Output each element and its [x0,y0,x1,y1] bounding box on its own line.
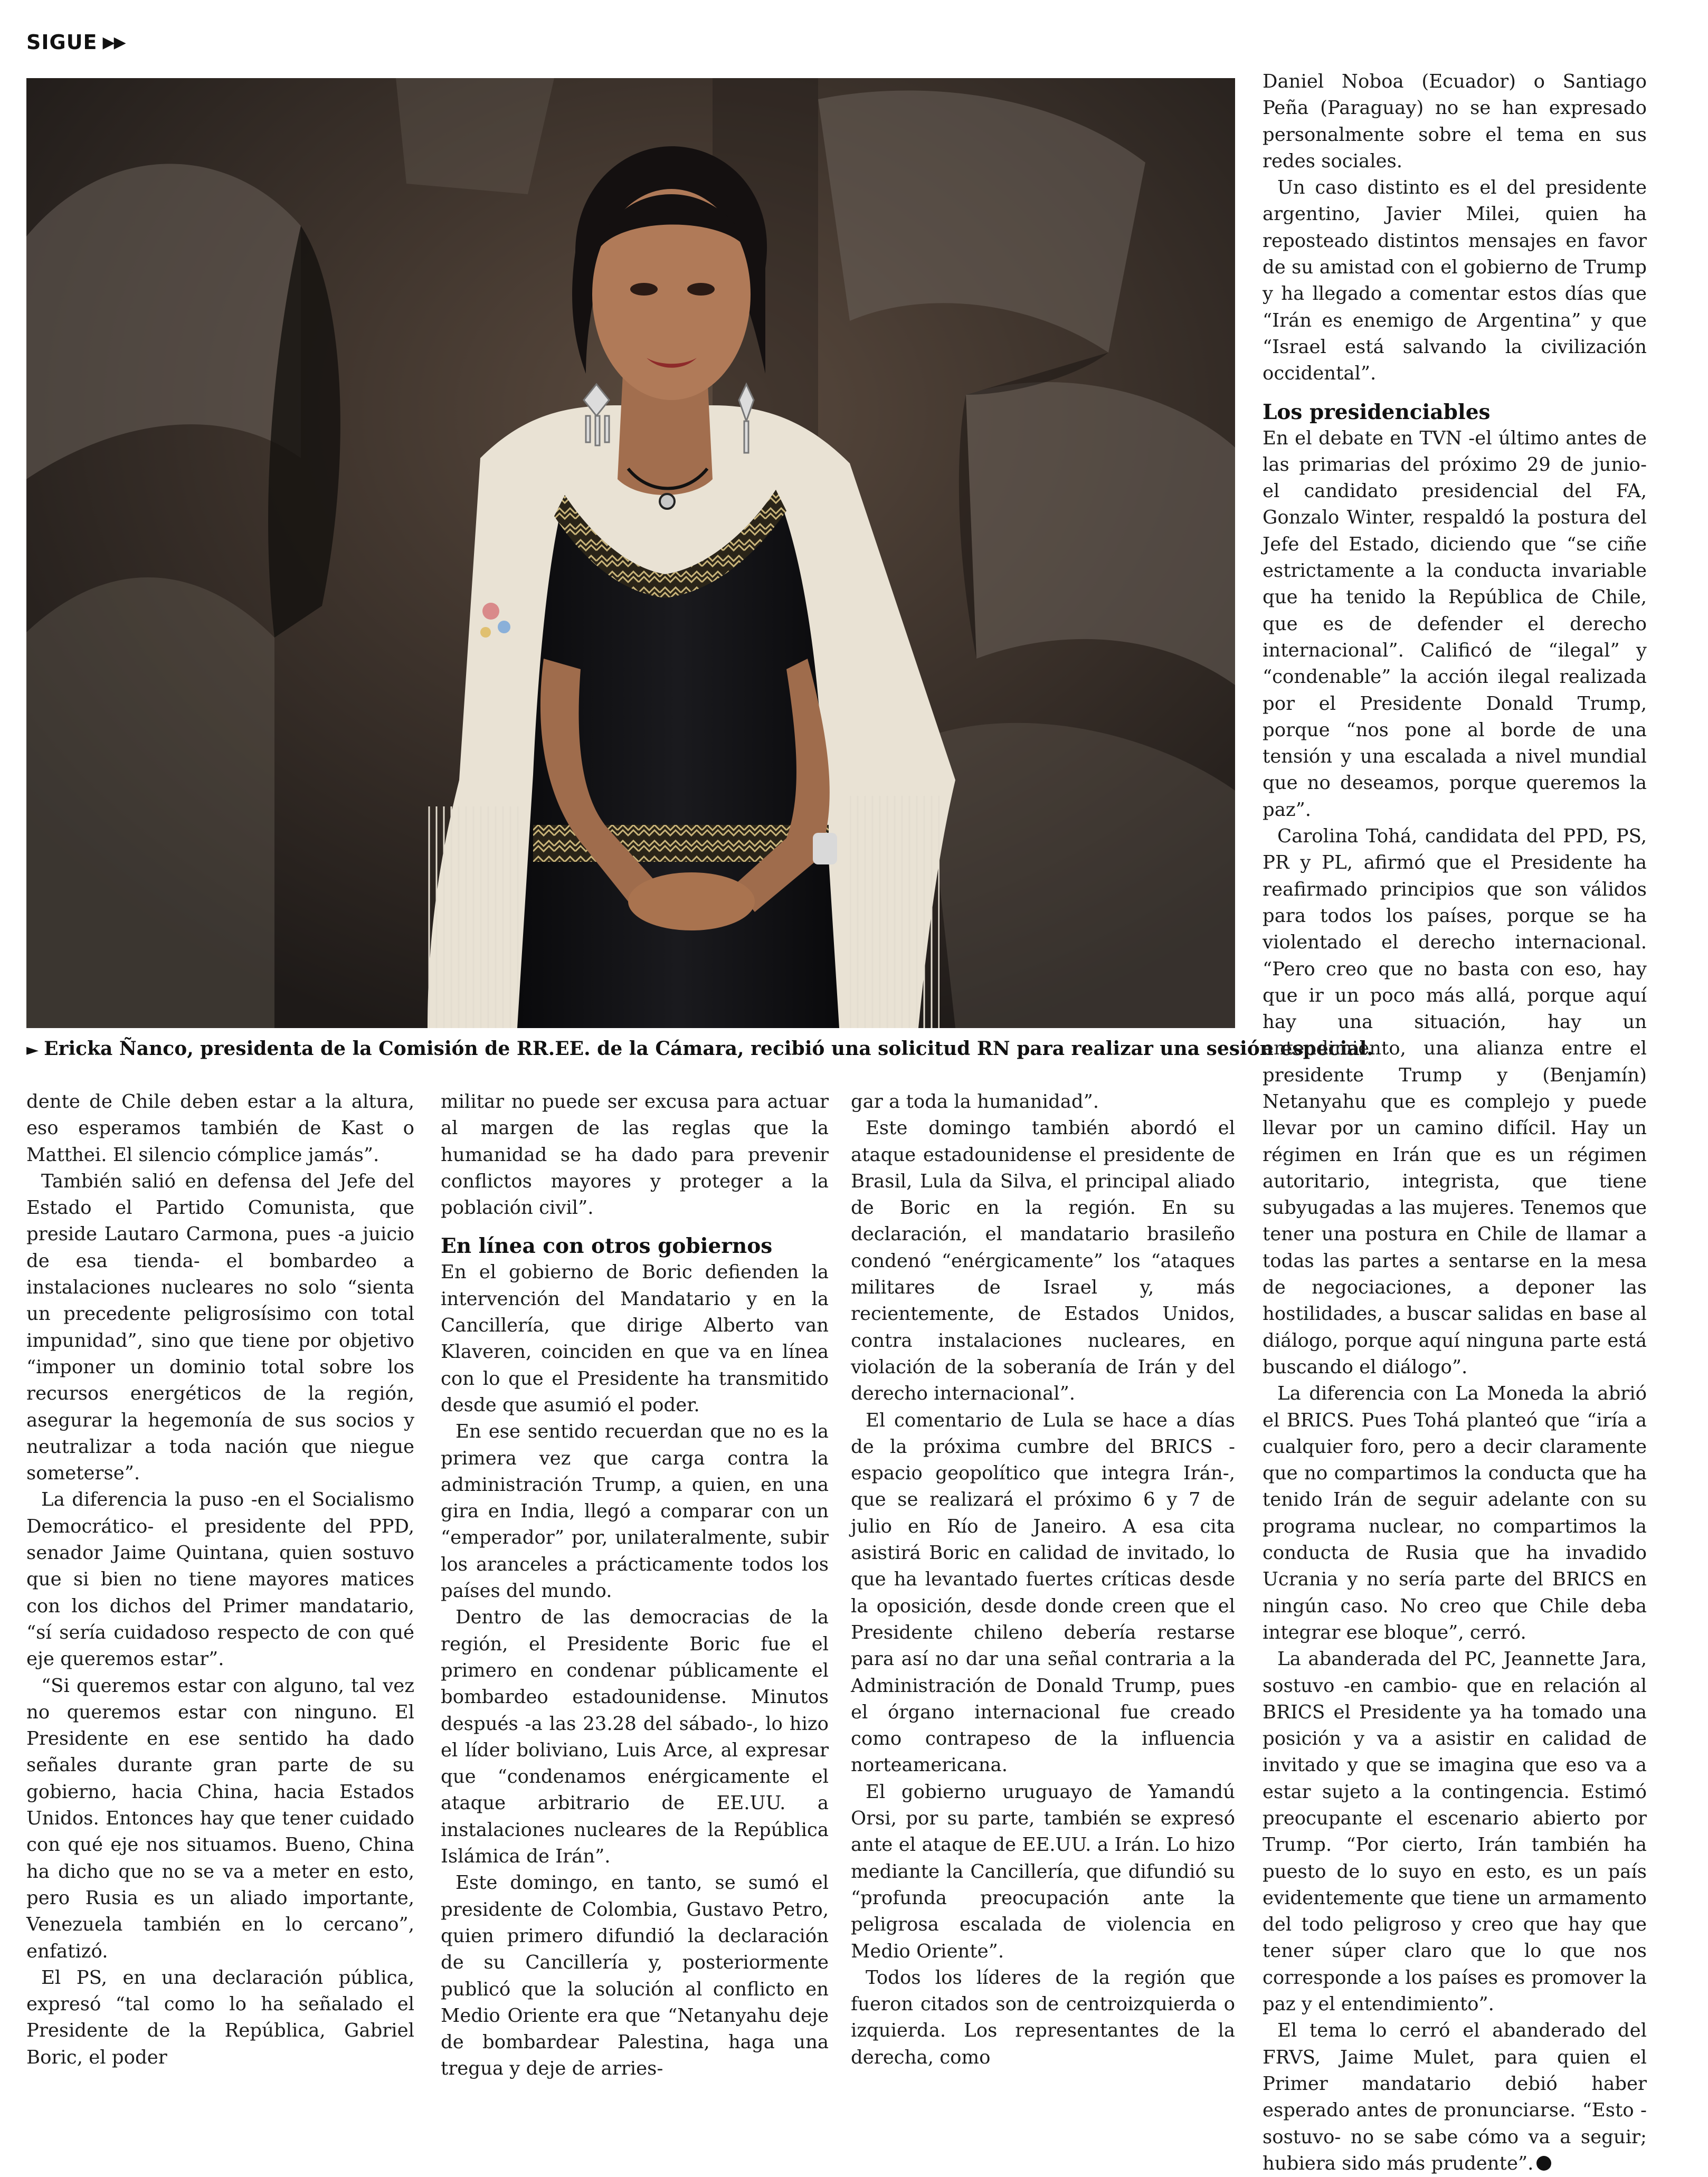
paragraph: El PS, en una declaración pública, expresó “tal como lo ha señalado el Presidente de la República, Gabriel Boric, el poder [26,1966,414,2068]
caption-text: Ericka Ñanco, presidenta de la Comisión de RR.EE. de la Cámara, recibió una solicitud RN para realizar una sesión especial. [44,1038,1373,1060]
necklace-pendant [660,494,675,509]
continue-label: SIGUE [26,31,98,54]
article-column-3 [851,1089,1235,2071]
paragraph: En el gobierno de Boric defienden la intervención del Mandatario y en la Cancillería, que dirige Alberto van Klaveren, coinciden en que va en línea con lo que el Presidente ha transmitido desde que asumió el poder. [441,1261,829,1416]
photo-caption [26,1037,1373,1062]
portrait-photo [26,78,1235,1028]
paragraph: Dentro de las democracias de la región, el Presidente Boric fue el primero en condenar públicamente el bombardeo estadounidense. Minutos después -a las 23.28 del sábado-, lo hizo el líder boliviano, Luis Arce, al expresar que “condenamos enérgicamente el ataque arbitrario de EE.UU. a instalaciones nucleares de la República Islámica de Irán”. [441,1606,829,1868]
article-column-4 [1263,69,1647,2177]
shawl-fringe-right [850,796,940,1028]
paragraph: “Si queremos estar con alguno, tal vez no queremos estar con ninguno. El Presidente en ese sentido ha dado señales durante gran parte de su gobierno, hacia China, hacia Estados Unidos. Entonces hay que tener cuidado con qué eje nos situamos. Bueno, China ha dicho que no se va a meter en esto, pero Rusia es un aliado importante, Venezuela también en lo cercano”, enfatizó. [26,1675,414,1962]
paragraph: Un caso distinto es el del presidente argentino, Javier Milei, quien ha reposteado distintos mensajes en favor de su amistad con el gobierno de Trump y ha llegado a comentar estos días que “Irán es enemigo de Argentina” y que “Israel está salvando la civilización occidental”. [1263,177,1647,385]
section-heading: En línea con otros gobiernos [441,1234,773,1259]
shawl-fringe-left [428,806,523,1028]
closing-text: El tema lo cerró el abanderado del FRVS, Jaime Mulet, para quien el Primer mandatario debió haber esperado antes de pronunciarse. “Esto -sostuvo- no se sabe cómo va a seguir; hubiera sido más prudente”. [1263,2020,1647,2174]
paragraph: Todos los líderes de la región que fueron citados son de centroizquierda o izquierda. Los representantes de la derecha, como [851,1966,1235,2068]
section-heading: Los presidenciables [1263,400,1491,424]
double-arrow-icon: ▶▶ [102,33,125,52]
paragraph: La abanderada del PC, Jeannette Jara, sostuvo -en cambio- que en relación al BRICS el Presidente ya ha tomado una posición y va a asistir en calidad de invitado y que se imagina que eso va a estar sujeto a la contingencia. Estimó preocupante el escenario abierto por Trump. “Por cierto, Irán también ha puesto de lo suyo en esto, es un país evidentemente que tiene un armamento del todo peligroso y creo que hay que tener súper claro que lo que nos corresponde a los países es promover la paz y el entendimiento”. [1263,1648,1647,2016]
paragraph: La diferencia con La Moneda la abrió el BRICS. Pues Tohá planteó que “iría a cualquier foro, pero a decir claramente que no compartimos la conducta que ha tenido Irán de seguir adelante con su programa nuclear, no compartimos la conducta de Rusia que ha invadido Ucrania y no sería parte del BRICS en ningún caso. No creo que Chile deba integrar ese bloque”, cerró. [1263,1383,1647,1643]
paragraph: Carolina Tohá, candidata del PPD, PS, PR y PL, afirmó que el Presidente ha reafirmado principios que son válidos para todos los países, porque se ha violentado el derecho internacional. “Pero creo que no basta con eso, hay que ir un poco más allá, porque aquí hay una situación, hay un entendimiento, una alianza entre el presidente Trump y (Benjamín) Netanyahu que es complejo y puede llevar por un camino difícil. Hay un régimen en Irán que es un régimen autoritario, integrista, que tiene subyugadas a las mujeres. Tenemos que tener una postura en Chile de llamar a todas las partes a sentarse en la mesa de negociaciones, a deponer las hostilidades, a buscar salidas en base al diálogo, porque aquí ninguna parte está buscando el diálogo”. [1263,825,1647,1378]
paragraph: militar no puede ser excusa para actuar al margen de las reglas que la humanidad se ha dado para prevenir conflictos mayores y proteger a la población civil”. [441,1091,829,1219]
paragraph [1263,2018,1647,2177]
paragraph: gar a toda la humanidad”. [851,1091,1099,1113]
portrait-illustration [26,78,1235,1028]
clasped-hands [628,872,755,930]
paragraph: Este domingo, en tanto, se sumó el presidente de Colombia, Gustavo Petro, quien primero difundió la declaración de su Cancillería y, posteriormente publicó que la solución al conflicto en Medio Oriente era que “Netanyahu deje de bombardear Palestina, haga una tregua y deje de arries- [441,1872,829,2080]
paragraph: El comentario de Lula se hace a días de la próxima cumbre del BRICS -espacio geopolítico que integra Irán-, que se realizará el próximo 6 y 7 de julio en Río de Janeiro. A esa cita asistirá Boric en calidad de invitado, lo que ha levantado fuertes críticas desde la oposición, desde donde creen que el Presidente chileno debería restarse para así no dar una señal contraria a la Administración de Donald Trump, pues el órgano internacional fue creado como contrapeso de la influencia norteamericana. [851,1409,1235,1776]
paragraph: En ese sentido recuerdan que no es la primera vez que carga contra la administración Trump, a quien, en una gira en India, llegó a comparar con un “emperador” por, unilateralmente, subir los aranceles a prácticamente todos los países del mundo. [441,1421,829,1602]
article-column-1 [26,1089,414,2071]
paragraph: También salió en defensa del Jefe del Estado el Partido Comunista, que preside Lautaro Carmona, pues -a juicio de esa tienda- el bombardeo a instalaciones nucleares no solo “sienta un precedente peligrosísimo con total impunidad”, sino que tiene por objetivo “imponer un dominio total sobre los recursos energéticos de la región, asegurar la hegemonía de sus socios y neutralizar a toda nación que niegue someterse”. [26,1170,414,1485]
paragraph: Este domingo también abordó el ataque estadounidense el presidente de Brasil, Lula da Silva, el principal aliado de Boric en la región. En su declaración, el mandatario brasileño condenó “enérgicamente” los “ataques militares de Israel y, más recientemente, de Estados Unidos, contra instalaciones nucleares, en violación de la soberanía de Irán y del derecho internacional”. [851,1117,1235,1405]
paragraph: dente de Chile deben estar a la altura, eso esperamos también de Kast o Matthei. El silencio cómplice jamás”. [26,1091,414,1166]
paragraph: La diferencia la puso -en el Socialismo Democrático- el presidente del PPD, senador Jaime Quintana, quien sostuvo que si bien no tiene mayores matices con los dichos del Primer mandatario, “sí sería cuidadoso respecto de con qué eje queremos estar”. [26,1489,414,1670]
caption-arrow-icon: ► [26,1041,39,1059]
continue-header [26,31,125,54]
wrist-watch [813,833,837,864]
article-column-2 [441,1089,829,2083]
paragraph: El gobierno uruguayo de Yamandú Orsi, por su parte, también se expresó ante el ataque de EE.UU. a Irán. Lo hizo mediante la Cancillería, que difundió su “profunda preocupación ante la peligrosa escalada de violencia en Medio Oriente”. [851,1781,1235,1962]
paragraph: Daniel Noboa (Ecuador) o Santiago Peña (Paraguay) no se han expresado personalmente sobre el tema en sus redes sociales. [1263,71,1647,172]
end-of-article-icon [1536,2156,1551,2171]
paragraph: En el debate en TVN -el último antes de las primarias del próximo 29 de junio- el candidato presidencial del FA, Gonzalo Winter, respaldó la postura del Jefe del Estado, diciendo que “se ciñe estrictamente a la conducta invariable que ha tenido la República de Chile, que es de defender el derecho internacional”. Calificó de “ilegal” y “condenable” la acción ilegal realizada por el Presidente Donald Trump, porque “nos pone al borde de una tensión y una escalada a nivel mundial que no deseamos, porque queremos la paz”. [1263,427,1647,821]
